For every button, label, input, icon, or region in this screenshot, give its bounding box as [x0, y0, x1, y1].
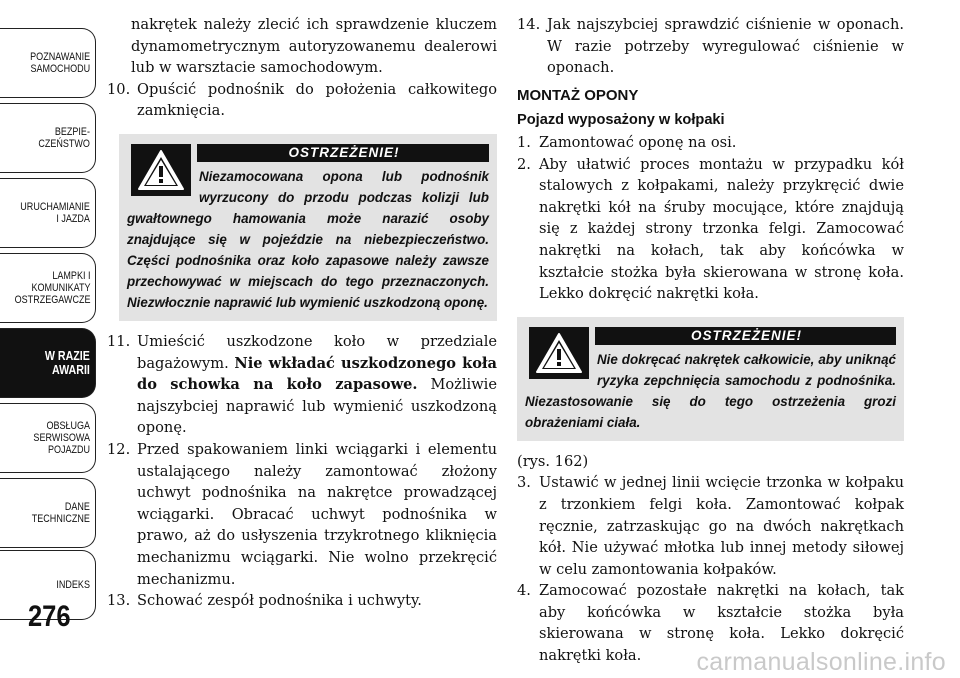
tab-label: BEZPIE- CZEŃSTWO	[38, 126, 90, 150]
warning-text: Nie dokręcać nakrętek całkowicie, aby uniknąć ryzyka zepchnięcia samochodu z podnośnika. Niezastosowanie się do tego ostrzeżenia grozi obrażeniami ciała.	[525, 351, 896, 430]
tab-label: POZNAWANIE SAMOCHODU	[30, 51, 91, 75]
item-number: 2.	[517, 155, 531, 173]
list-item	[517, 472, 904, 580]
list-item	[517, 14, 904, 79]
item-number: 14.	[517, 16, 541, 33]
tab-w-razie-awarii[interactable]	[0, 328, 96, 398]
tab-dane-techniczne[interactable]	[0, 478, 96, 548]
item-number: 1.	[517, 133, 531, 151]
list-item	[107, 590, 497, 612]
item-text: Aby ułatwić proces montażu w przypadku kół stalowych z kołpakami, należy przykręcić dwie nakrętki kół na śruby mocujące, które znajdują się z każdej strony trzonka felgi. Zamocować nakrętki na kołach, tak aby końcówka w kształcie stożka była skierowana w stronę koła. Lekko dokręcić nakrętki koła.	[539, 155, 904, 303]
item-text-part: Możliwie najszybciej naprawić lub wymienić uszkodzoną oponę.	[137, 376, 497, 437]
tab-obsluga-serwisowa[interactable]	[0, 403, 96, 473]
item-number: 10.	[107, 80, 131, 98]
item-text: Przed spakowaniem linki wciągarki i elementu ustalającego należy zamontować złożony uchwyt podnośnika na nakrętce prowadzącej wciągarki. Obracać uchwyt podnośnika w prawo, aż do usłyszenia trzykrotnego kliknięcia mechanizmu wciągarki. Nie wolno przekręcić mechanizmu.	[137, 440, 497, 588]
item-text: Ustawić w jednej linii wcięcie trzonka w kołpaku z trzonkiem felgi koła. Zamontować kołpak ręcznie, zatrzaskując go na dwóch nakrętkach kół. Nie używać młotka lub innej metody siłowej w celu zamontowania kołpaków.	[539, 474, 904, 578]
list-item	[107, 79, 497, 122]
warning-box	[517, 317, 904, 441]
item-number: 13.	[107, 592, 131, 610]
item-number: 11.	[107, 332, 131, 350]
warning-box	[119, 134, 497, 321]
item-text: Zamontować oponę na osi.	[539, 133, 737, 151]
left-column	[107, 14, 497, 612]
item-text: Zamocować pozostałe nakrętki na kołach, tak aby końcówka w kształcie stożka była skierowana w stronę koła. Lekko dokręcić nakrętki koła.	[539, 582, 904, 665]
watermark: carmanualsonline.info	[696, 648, 946, 676]
intro-paragraph: nakrętek należy zlecić ich sprawdzenie kluczem dynamometrycznym autoryzowanemu dealerowi lub w warsztacie samochodowym.	[131, 16, 497, 77]
right-column	[517, 14, 904, 667]
page-number: 276	[28, 600, 71, 633]
item-text: Jak najszybciej sprawdzić ciśnienie w oponach. W razie potrzeby wyregulować ciśnienie w oponach.	[547, 16, 904, 77]
tab-poznawanie-samochodu[interactable]	[0, 28, 96, 98]
warning-title: OSTRZEŻENIE!	[595, 327, 896, 345]
list-item	[107, 331, 497, 439]
list-item	[107, 439, 497, 590]
tab-label: LAMPKI I KOMUNIKATY OSTRZEGAWCZE	[14, 270, 90, 306]
tab-lampki-komunikaty[interactable]	[0, 253, 96, 323]
tab-uruchamianie-i-jazda[interactable]	[0, 178, 96, 248]
warning-triangle-icon	[131, 144, 191, 196]
item-text	[137, 331, 497, 439]
item-number: 4.	[517, 582, 531, 600]
warning-title: OSTRZEŻENIE!	[197, 144, 489, 162]
figure-reference: (rys. 162)	[517, 452, 589, 470]
tab-label: URUCHAMIANIE I JAZDA	[20, 201, 90, 225]
item-number: 3.	[517, 474, 531, 492]
section-heading: MONTAŻ OPONY	[517, 86, 639, 104]
list-item	[517, 132, 904, 154]
item-number: 12.	[107, 440, 131, 458]
list-item	[517, 154, 904, 305]
item-text-bold: Nie wkładać uszkodzonego koła do schowka na koło zapasowe.	[137, 354, 497, 394]
section-subheading: Pojazd wyposażony w kołpaki	[517, 112, 725, 129]
item-text: Schować zespół podnośnika i uchwyty.	[137, 592, 422, 610]
item-text: Opuścić podnośnik do położenia całkowitego zamknięcia.	[137, 80, 497, 120]
tab-label: DANE TECHNICZNE	[31, 501, 90, 525]
warning-triangle-icon	[529, 327, 589, 379]
tab-label: OBSŁUGA SERWISOWA POJAZDU	[33, 420, 90, 456]
tab-label: INDEKS	[56, 579, 90, 591]
tab-label: W RAZIE AWARII	[44, 348, 90, 377]
warning-text: Niezamocowana opona lub podnośnik wyrzucony do przodu podczas kolizji lub gwałtownego hamowania może narazić osoby znajdujące się w pojeździe na niebezpieczeństwo. Części podnośnika oraz koło zapasowe należy zawsze przechowywać w miejscach do tego przeznaczonych. Niezwłocznie naprawić lub wymienić uszkodzoną oponę.	[127, 168, 489, 310]
tab-bezpieczenstwo[interactable]	[0, 103, 96, 173]
item-text-part: Umieścić uszkodzone koło w przedziale bagażowym.	[137, 332, 497, 372]
